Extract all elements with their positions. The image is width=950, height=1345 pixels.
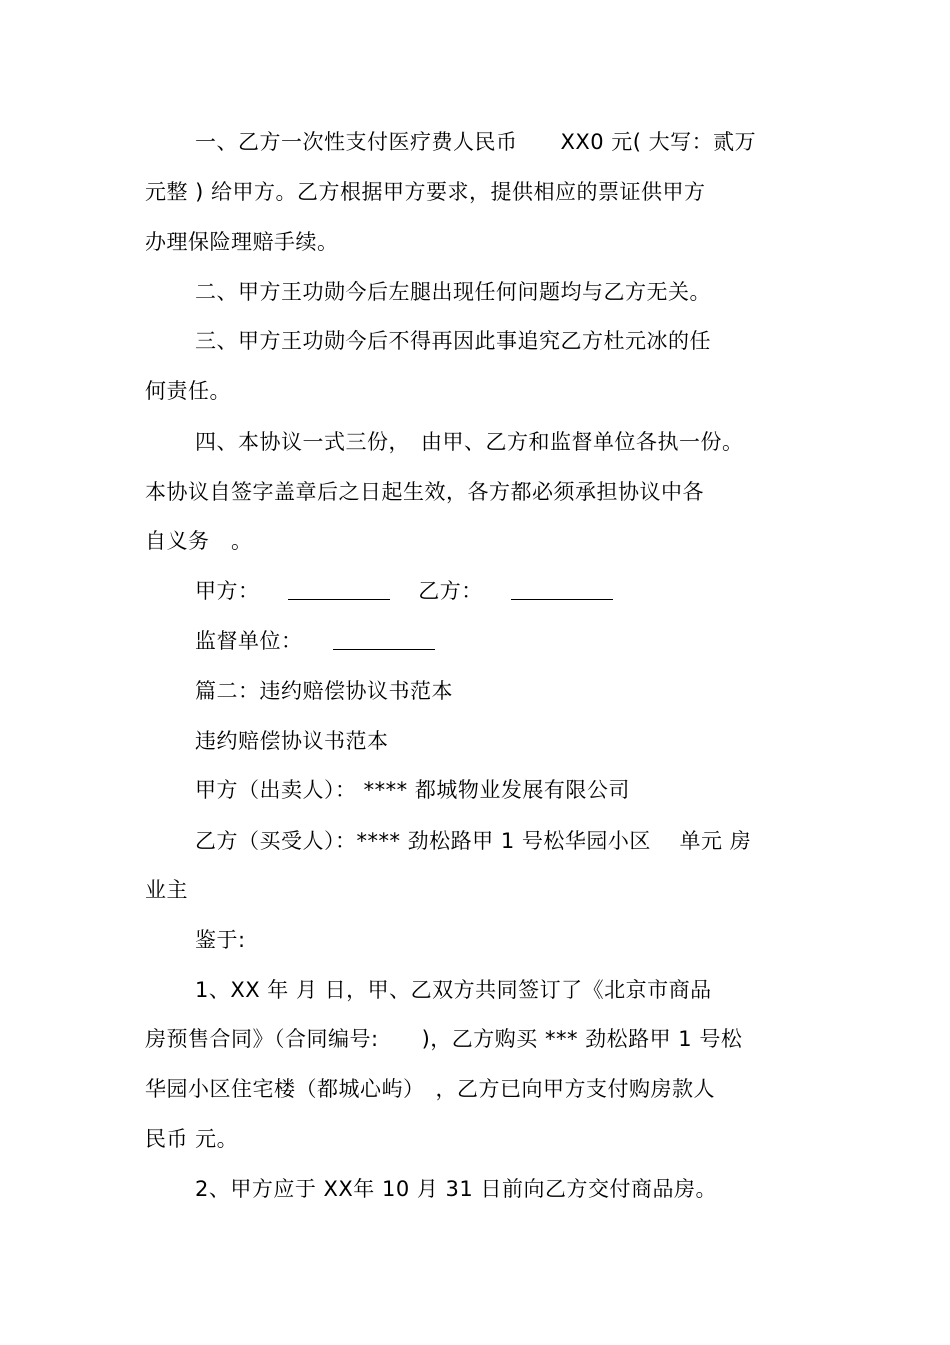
supervisor-label: 监督单位： [195,629,303,653]
paragraph-3-line-2: 何责任。 [145,379,231,403]
paragraph-1-line-2: 元整 ) 给甲方。乙方根据甲方要求，提供相应的票证供甲方 [145,180,706,204]
paragraph-3-line-1: 三、甲方王功勋今后不得再因此事追究乙方杜元冰的任 [195,329,711,353]
signature-row-parties [195,576,613,606]
clause-1-line-2: 房预售合同》（合同编号: )，乙方购买 *** 劲松路甲 1 号松 [145,1027,743,1051]
supervisor-signature-blank [333,629,435,650]
clause-2: 2、甲方应于 XX年 10 月 31 日前向乙方交付商品房。 [195,1177,717,1201]
paragraph-4-line-2: 本协议自签字盖章后之日起生效，各方都必须承担协议中各 [145,480,704,504]
paragraph-2: 二、甲方王功勋今后左腿出现任何问题均与乙方无关。 [195,280,711,304]
paragraph-1-line-3: 办理保险理赔手续。 [145,230,339,254]
party-a-label: 甲方： [195,579,260,603]
party-a-signature-blank [288,579,390,600]
party-b-label: 乙方： [418,579,483,603]
party-b-buyer-line-1: 乙方（买受人）：**** 劲松路甲 1 号松华园小区 单元 房 [195,829,752,853]
paragraph-1-line-1: 一、乙方一次性支付医疗费人民币 XX0 元( 大写：贰万 [195,130,757,154]
paragraph-4-line-1: 四、本协议一式三份， 由甲、乙方和监督单位各执一份。 [195,430,744,454]
clause-1-line-3: 华园小区住宅楼（都城心屿） ，乙方已向甲方支付购房款人 [145,1077,715,1101]
party-b-signature-blank [511,579,613,600]
party-b-buyer-line-2: 业主 [145,878,188,902]
signature-row-supervisor [195,626,435,656]
section-heading: 篇二：违约赔偿协议书范本 [195,679,453,703]
clause-1-line-1: 1、XX 年 月 日，甲、乙双方共同签订了《北京市商品 [195,978,712,1002]
whereas-label: 鉴于: [195,928,246,952]
party-a-seller: 甲方（出卖人）： **** 都城物业发展有限公司 [195,778,630,802]
document-title: 违约赔偿协议书范本 [195,729,389,753]
clause-1-line-4: 民币 元。 [145,1127,239,1151]
paragraph-4-line-3: 自义务 。 [145,529,253,553]
